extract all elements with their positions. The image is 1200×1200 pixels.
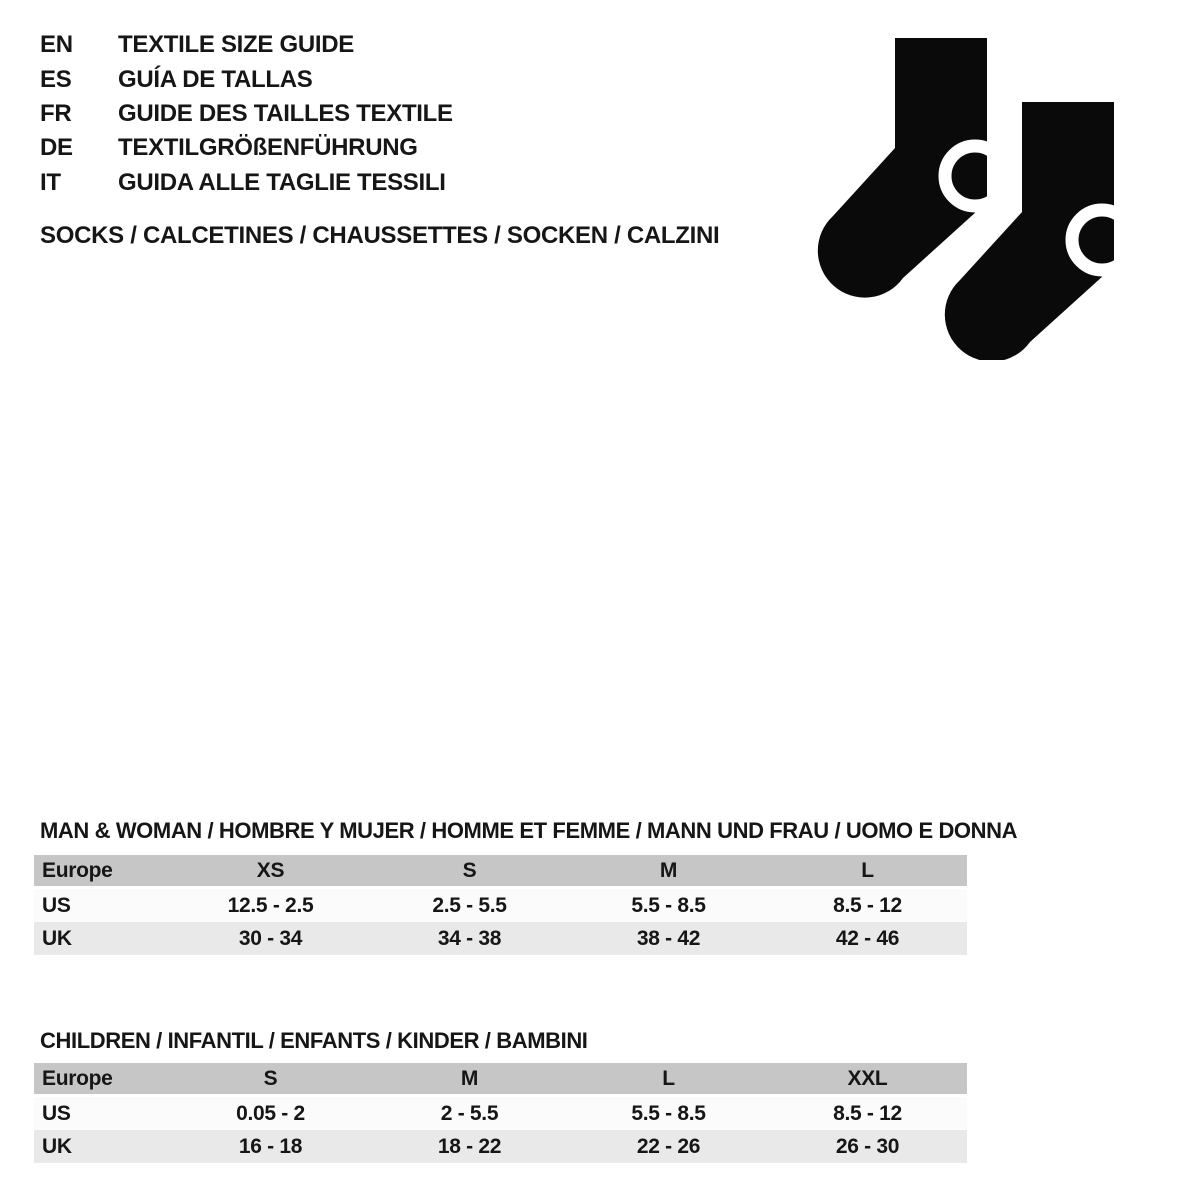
- size-cell: 30 - 34: [238, 927, 303, 950]
- table-header-cell: L: [662, 1067, 675, 1090]
- language-label: TEXTILE SIZE GUIDE: [118, 31, 354, 59]
- language-label: GUIDE DES TAILLES TEXTILE: [118, 99, 453, 127]
- size-cell: 5.5 - 8.5: [631, 1102, 706, 1125]
- table-header-cell: M: [659, 859, 678, 882]
- size-cell: 2 - 5.5: [440, 1102, 499, 1125]
- table-header-cell: L: [861, 859, 874, 882]
- table-row: [34, 1130, 967, 1163]
- size-table-adults: [34, 855, 967, 955]
- row-label: UK: [42, 927, 72, 950]
- row-label: US: [42, 894, 71, 917]
- size-cell: 34 - 38: [437, 927, 502, 950]
- size-cell: 5.5 - 8.5: [631, 894, 706, 917]
- table-header-cell: S: [263, 1067, 278, 1090]
- table-title-adults: MAN & WOMAN / HOMBRE Y MUJER / HOMME ET FEMME / MANN UND FRAU / UOMO E DONNA: [40, 818, 1018, 843]
- size-cell: 18 - 22: [437, 1135, 502, 1158]
- size-table-children: [34, 1063, 967, 1163]
- table-title-children: CHILDREN / INFANTIL / ENFANTS / KINDER / BAMBINI: [40, 1028, 588, 1053]
- size-cell: 22 - 26: [636, 1135, 701, 1158]
- size-cell: 26 - 30: [835, 1135, 900, 1158]
- table-header-cell: M: [460, 1067, 479, 1090]
- row-label: UK: [42, 1135, 72, 1158]
- language-code: EN: [40, 31, 73, 59]
- socks-icon: [805, 20, 1125, 360]
- category-title: SOCKS / CALCETINES / CHAUSSETTES / SOCKEN / CALZINI: [40, 222, 720, 249]
- size-cell: 8.5 - 12: [833, 1102, 902, 1125]
- size-cell: 8.5 - 12: [833, 894, 902, 917]
- language-row: [40, 97, 740, 131]
- language-code: FR: [40, 99, 72, 127]
- table-row: [34, 889, 967, 922]
- table-row: [34, 1097, 967, 1130]
- size-cell: 16 - 18: [238, 1135, 303, 1158]
- language-row: [40, 28, 740, 62]
- table-header-cell: Europe: [42, 859, 113, 882]
- size-cell: 0.05 - 2: [236, 1102, 305, 1125]
- language-label: GUIDA ALLE TAGLIE TESSILI: [118, 168, 446, 196]
- table-header-cell: Europe: [42, 1067, 113, 1090]
- language-label: GUÍA DE TALLAS: [118, 65, 313, 93]
- size-cell: 42 - 46: [835, 927, 900, 950]
- size-cell: 12.5 - 2.5: [227, 894, 314, 917]
- language-code: DE: [40, 134, 73, 162]
- language-code: ES: [40, 65, 72, 93]
- table-row: [34, 922, 967, 955]
- sock-shape: [818, 38, 1005, 298]
- size-cell: 38 - 42: [636, 927, 701, 950]
- table-header-cell: XS: [256, 859, 285, 882]
- language-list: [40, 28, 740, 200]
- table-header-row: [34, 1063, 967, 1094]
- table-header-cell: S: [462, 859, 477, 882]
- language-row: [40, 166, 740, 200]
- table-header-row: [34, 855, 967, 886]
- language-code: IT: [40, 168, 61, 196]
- table-header-cell: XXL: [847, 1067, 888, 1090]
- language-row: [40, 131, 740, 165]
- size-cell: 2.5 - 5.5: [432, 894, 507, 917]
- row-label: US: [42, 1102, 71, 1125]
- language-label: TEXTILGRÖßENFÜHRUNG: [118, 134, 418, 162]
- language-row: [40, 62, 740, 96]
